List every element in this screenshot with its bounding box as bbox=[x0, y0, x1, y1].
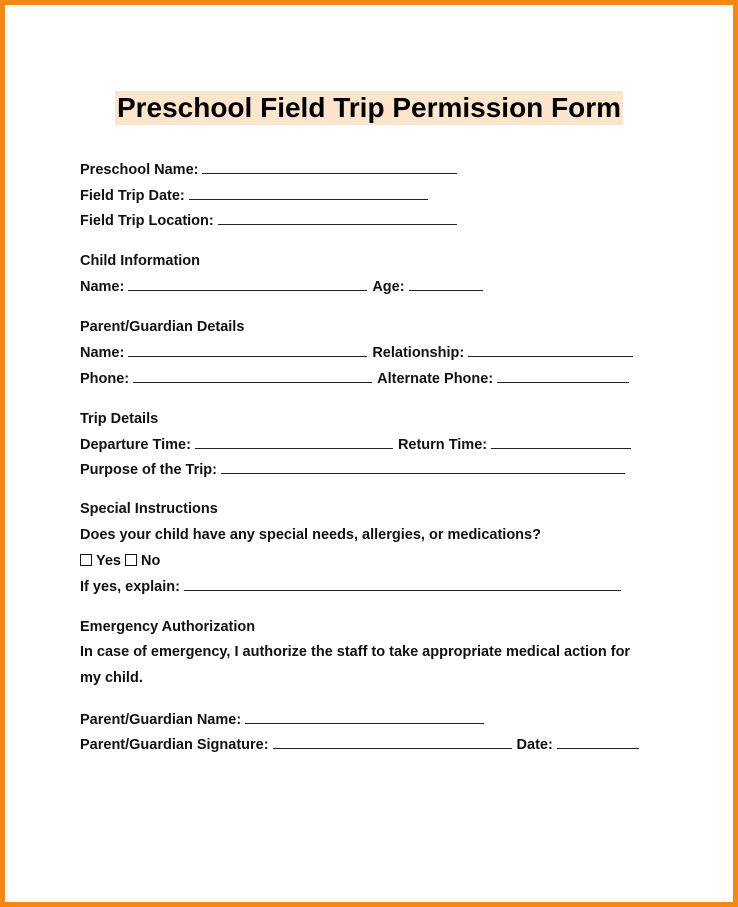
child-info-heading: Child Information bbox=[80, 253, 201, 269]
date-label: Date: bbox=[516, 737, 553, 753]
phone-label: Phone: bbox=[80, 371, 130, 387]
special-needs-question: Does your child have any special needs, allergies, or medications? bbox=[80, 527, 541, 543]
trip-times-row bbox=[80, 435, 631, 454]
child-age-label: Age: bbox=[372, 279, 405, 295]
child-name-field[interactable] bbox=[128, 277, 367, 291]
emergency-statement-line1: In case of emergency, I authorize the staff to take appropriate medical action for bbox=[80, 644, 631, 660]
emergency-heading: Emergency Authorization bbox=[80, 619, 256, 635]
child-name-label: Name: bbox=[80, 279, 125, 295]
yes-no-row bbox=[80, 552, 160, 570]
field-trip-date-field[interactable] bbox=[189, 186, 428, 200]
parent-name-field[interactable] bbox=[128, 343, 367, 357]
guardian-signature-label: Parent/Guardian Signature: bbox=[80, 737, 269, 753]
trip-details-heading: Trip Details bbox=[80, 411, 159, 427]
field-trip-location-field[interactable] bbox=[218, 211, 457, 225]
preschool-name-field[interactable] bbox=[202, 160, 457, 174]
return-time-field[interactable] bbox=[491, 435, 631, 449]
guardian-name-row bbox=[80, 710, 484, 729]
child-info-row bbox=[80, 277, 483, 296]
guardian-name-field[interactable] bbox=[245, 710, 484, 724]
preschool-name-label: Preschool Name: bbox=[80, 162, 199, 178]
no-checkbox[interactable] bbox=[125, 554, 137, 566]
guardian-signature-row bbox=[80, 735, 639, 754]
parent-name-row bbox=[80, 343, 633, 362]
parent-details-heading: Parent/Guardian Details bbox=[80, 319, 245, 335]
return-time-label: Return Time: bbox=[397, 437, 488, 453]
departure-time-field[interactable] bbox=[195, 435, 393, 449]
relationship-field[interactable] bbox=[468, 343, 633, 357]
phone-row bbox=[80, 369, 629, 388]
child-age-field[interactable] bbox=[409, 277, 483, 291]
explain-field[interactable] bbox=[184, 577, 621, 591]
relationship-label: Relationship: bbox=[372, 345, 465, 361]
trip-purpose-field[interactable] bbox=[221, 460, 625, 474]
preschool-name-row bbox=[80, 160, 457, 179]
field-trip-date-label: Field Trip Date: bbox=[80, 188, 185, 204]
title-container bbox=[5, 91, 733, 125]
phone-field[interactable] bbox=[133, 369, 372, 383]
field-trip-location-row bbox=[80, 211, 457, 230]
field-trip-location-label: Field Trip Location: bbox=[80, 213, 214, 229]
alternate-phone-label: Alternate Phone: bbox=[377, 371, 494, 387]
date-field[interactable] bbox=[557, 735, 639, 749]
guardian-signature-field[interactable] bbox=[273, 735, 512, 749]
explain-row bbox=[80, 577, 621, 596]
yes-label: Yes bbox=[96, 553, 121, 569]
explain-label: If yes, explain: bbox=[80, 579, 180, 595]
emergency-statement-line2: my child. bbox=[80, 670, 143, 686]
parent-name-label: Name: bbox=[80, 345, 125, 361]
trip-purpose-label: Purpose of the Trip: bbox=[80, 462, 217, 478]
yes-checkbox[interactable] bbox=[80, 554, 92, 566]
trip-purpose-row bbox=[80, 460, 625, 479]
special-instructions-heading: Special Instructions bbox=[80, 501, 218, 517]
field-trip-date-row bbox=[80, 186, 428, 205]
no-label: No bbox=[141, 553, 161, 569]
alternate-phone-field[interactable] bbox=[497, 369, 629, 383]
guardian-name-label: Parent/Guardian Name: bbox=[80, 712, 242, 728]
departure-time-label: Departure Time: bbox=[80, 437, 191, 453]
form-title: Preschool Field Trip Permission Form bbox=[116, 92, 622, 123]
